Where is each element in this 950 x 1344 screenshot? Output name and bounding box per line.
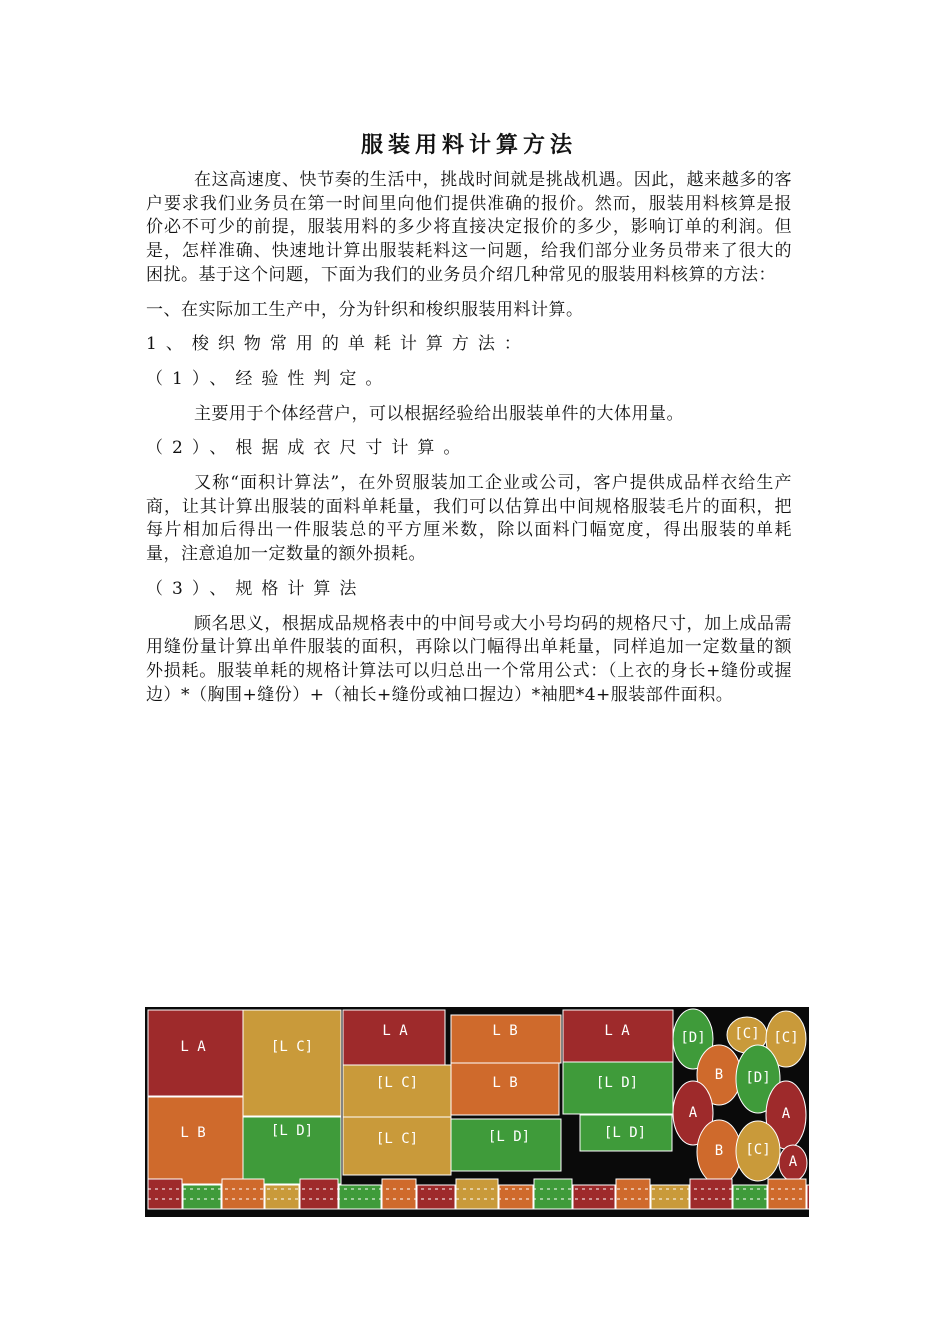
marker-piece-label: [L C] — [375, 1075, 419, 1091]
marker-layout-diagram — [145, 1007, 809, 1217]
marker-layout-figure — [145, 1007, 809, 1217]
marker-strip-piece — [573, 1185, 615, 1209]
marker-piece-label: [L D] — [603, 1125, 647, 1141]
marker-strip-piece — [183, 1185, 221, 1209]
intro-paragraph: 在这高速度、快节奏的生活中，挑战时间就是挑战机遇。因此，越来越多的客户要求我们业务员在第一时间里向他们提供准确的报价。然而，服装用料核算是报价必不可少的前提，服装用料的多少将直接决定报价的多少，影响订单的利润。但是，怎样准确、快速地计算出服装耗料这一问题，给我们部分业务员带来了很大的困扰。基于这个问题，下面为我们的业务员介绍几种常见的服装用料核算的方法： — [146, 170, 792, 285]
method-two-text: 又称“面积计算法”，在外贸服装加工企业或公司，客户提供成品样衣给生产商，让其计算出服装的面料单耗量，我们可以估算出中间规格服装毛片的面积，把每片相加后得出一件服装总的平方厘米数，除以面料门幅宽度，得出服装的单耗量，注意追加一定数量的额外损耗。 — [146, 473, 792, 565]
marker-piece-label: [L D] — [270, 1123, 314, 1139]
section-one-heading: 一、在实际加工生产中，分为针织和梭织服装用料计算。 — [146, 299, 584, 320]
marker-piece-label: [C] — [773, 1030, 799, 1046]
marker-strip-piece — [616, 1179, 650, 1209]
marker-piece — [243, 1010, 341, 1116]
marker-strip-piece — [148, 1179, 182, 1209]
method-two-heading: （2）、根据成衣尺寸计算。 — [146, 438, 470, 459]
method-one-heading: （1）、经验性判定。 — [146, 368, 392, 389]
marker-piece-label: L B — [492, 1075, 518, 1091]
marker-strip-piece — [300, 1179, 338, 1209]
method-three-text: 顾名思义，根据成品规格表中的中间号或大小号均码的规格尺寸，加上成品需用缝份量计算出单件服装的面积，再除以门幅得出单耗量，同样追加一定数量的额外损耗。服装单耗的规格计算法可以归总出一个常用公式：（上衣的身长+缝份或握边）*（胸围+缝份）+（袖长+缝份或袖口握边）*袖肥*4+服装部件面积。 — [146, 613, 792, 705]
marker-piece-label: L A — [604, 1023, 630, 1039]
marker-piece-label: B — [714, 1143, 724, 1159]
marker-strip-piece — [456, 1179, 498, 1209]
marker-piece-label: [C] — [745, 1142, 771, 1158]
marker-strip-piece — [222, 1179, 264, 1209]
document-page — [146, 128, 792, 707]
page-title: 服装用料计算方法 — [360, 133, 577, 158]
marker-piece-label: [C] — [734, 1026, 760, 1042]
marker-strip-piece — [382, 1179, 416, 1209]
marker-piece-label: L A — [382, 1023, 408, 1039]
marker-piece-label: A — [688, 1105, 698, 1121]
method-one-text: 主要用于个体经营户，可以根据经验给出服装单件的大体用量。 — [194, 403, 684, 424]
marker-piece-label: [D] — [680, 1030, 706, 1046]
marker-piece-label: B — [714, 1067, 724, 1083]
marker-strip-piece — [768, 1179, 806, 1209]
marker-piece-label: A — [781, 1106, 791, 1122]
marker-piece-label: L B — [180, 1125, 206, 1141]
marker-piece-label: [L C] — [375, 1131, 419, 1147]
marker-strip-piece — [807, 1185, 809, 1209]
marker-piece — [343, 1065, 451, 1117]
marker-piece-label: A — [788, 1154, 798, 1170]
marker-piece-label: L A — [180, 1039, 206, 1055]
marker-strip-piece — [690, 1179, 732, 1209]
marker-piece-label: L B — [492, 1023, 518, 1039]
marker-piece — [451, 1119, 561, 1171]
marker-piece-label: [L D] — [595, 1075, 639, 1091]
marker-strip-piece — [651, 1185, 689, 1209]
marker-piece-label: [D] — [745, 1070, 771, 1086]
marker-piece-label: [L D] — [487, 1129, 531, 1145]
marker-piece-label: [L C] — [270, 1039, 314, 1055]
marker-strip-piece — [534, 1179, 572, 1209]
method-three-heading: （3）、规格计算法 — [146, 578, 366, 599]
marker-bottom-edge — [145, 1212, 809, 1217]
subsection-one-heading: 1、梭织物常用的单耗计算方法： — [146, 334, 530, 355]
